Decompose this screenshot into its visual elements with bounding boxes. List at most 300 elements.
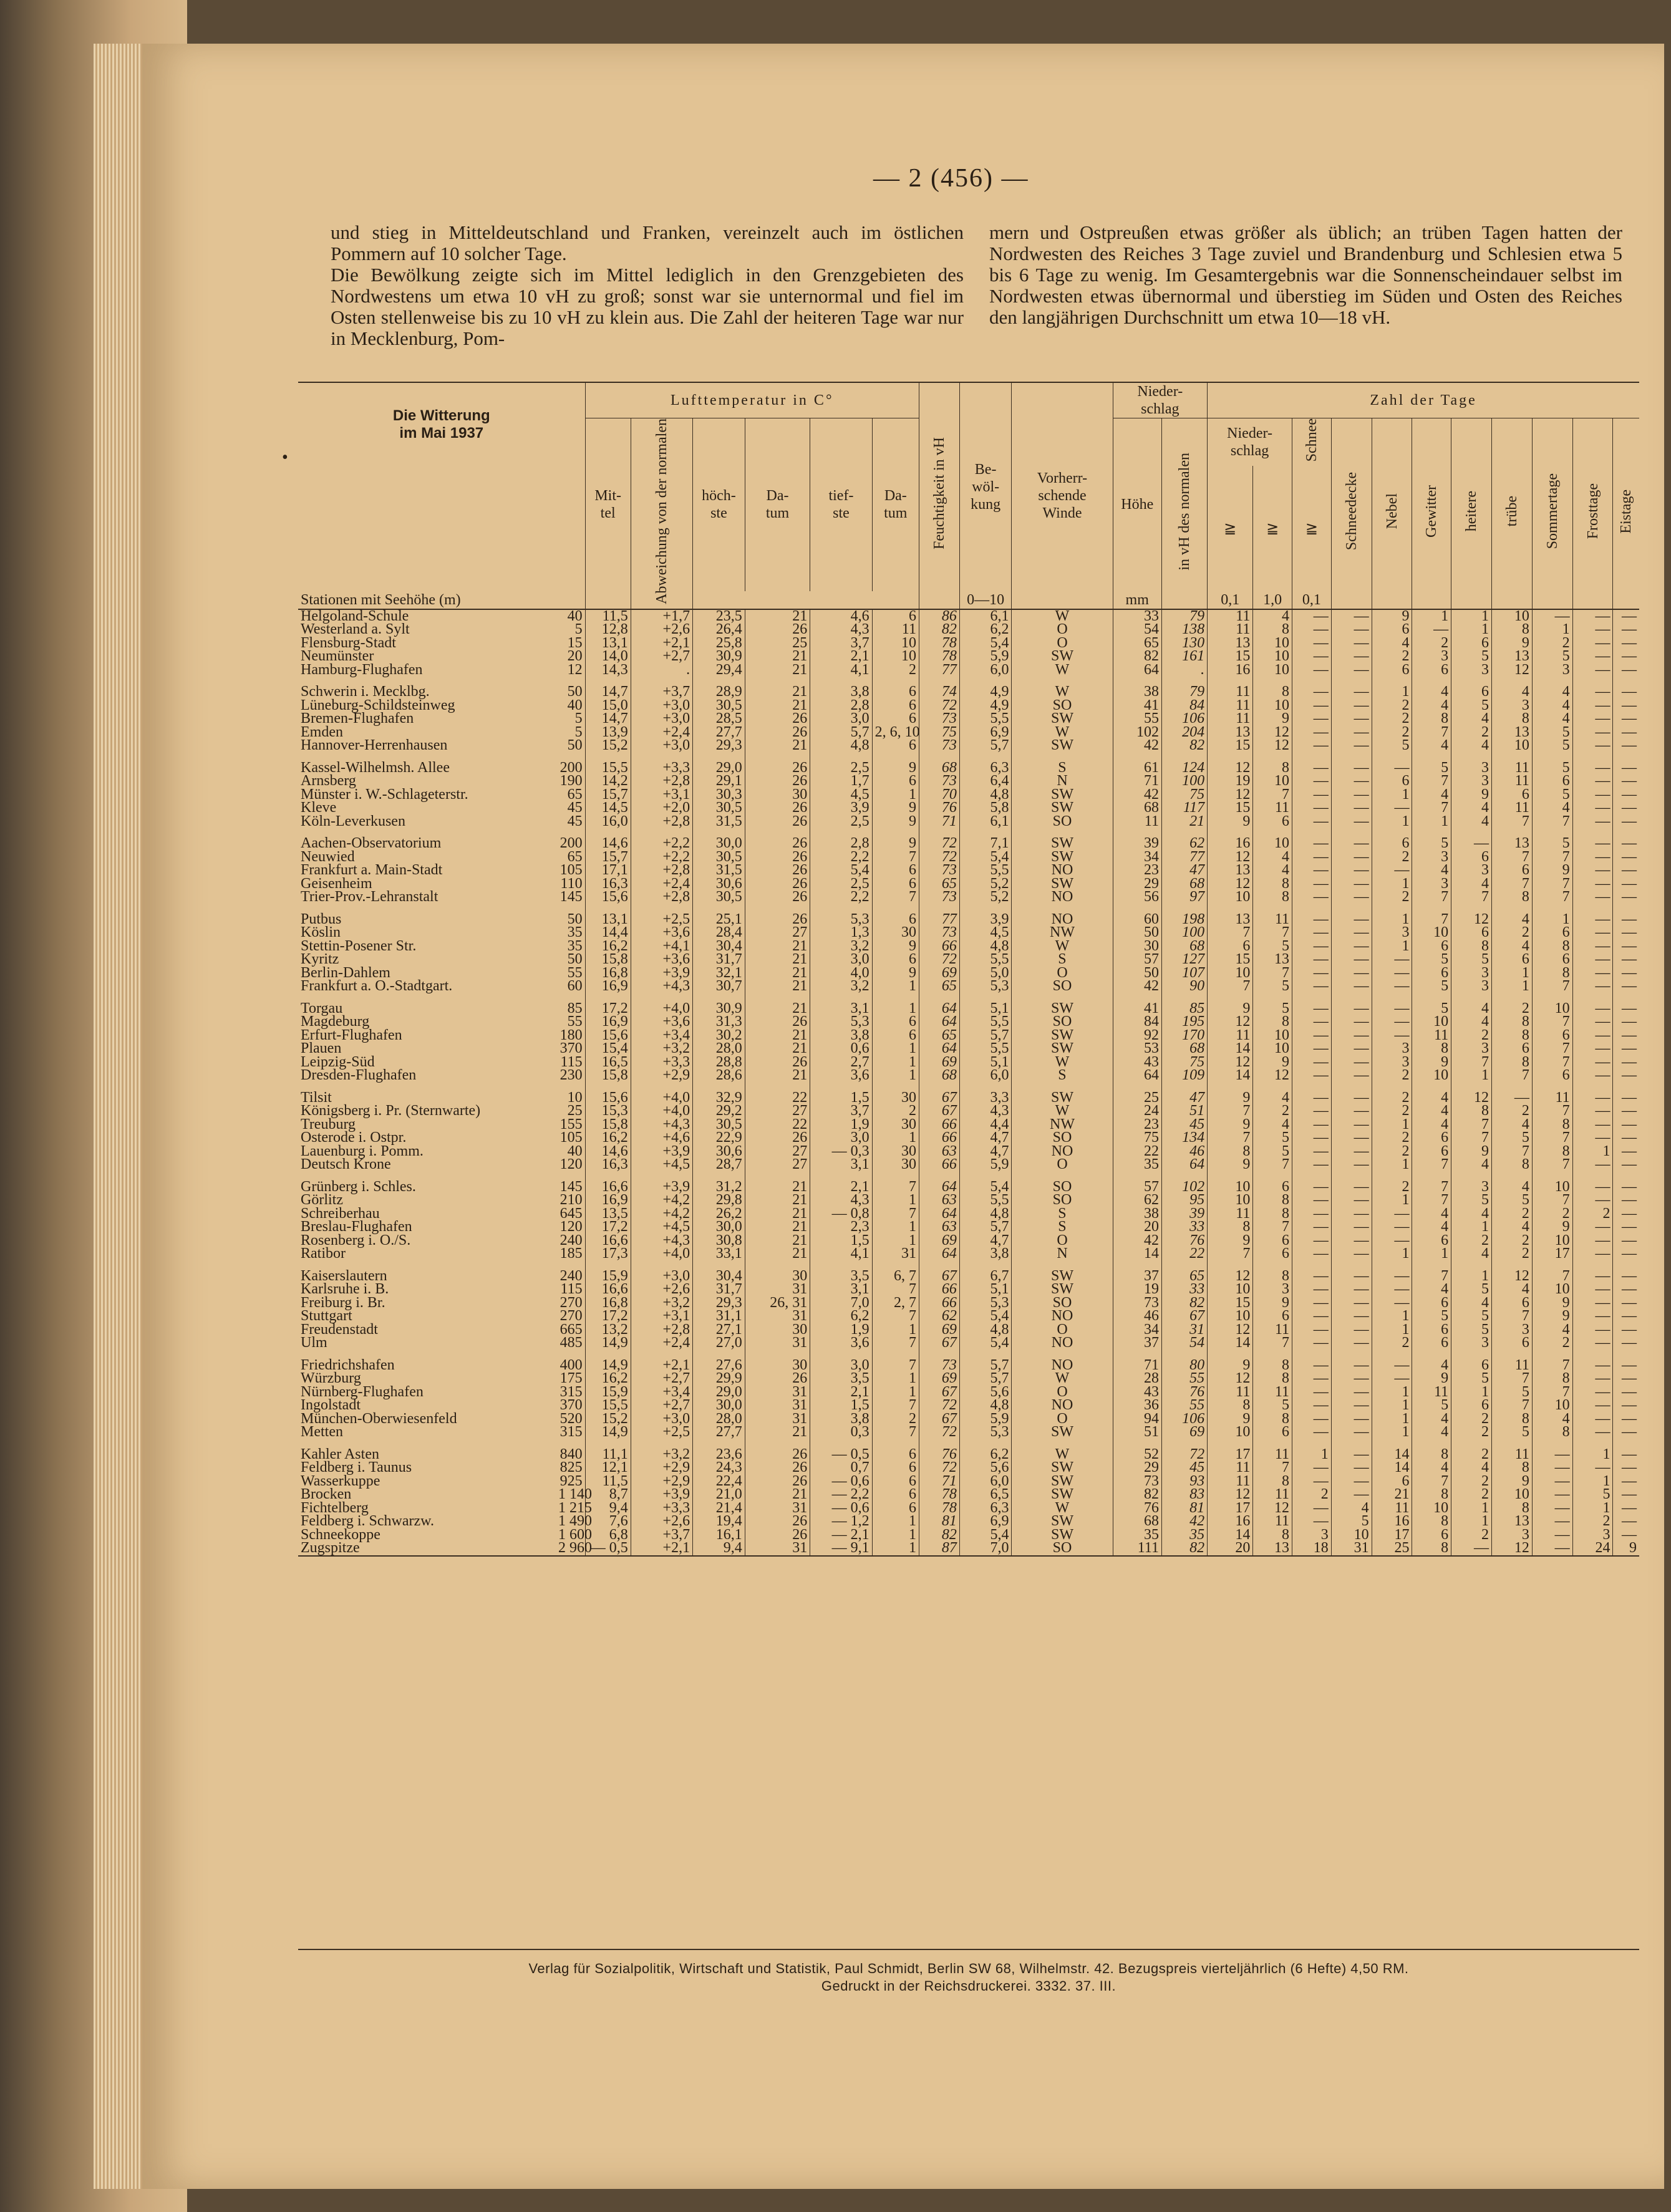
cell: 3,1 — [810, 1283, 872, 1297]
cell: 26 — [745, 864, 810, 877]
cell: 21 — [745, 1029, 810, 1043]
cell: 3 — [1292, 1529, 1332, 1542]
cell: 1 — [872, 1069, 919, 1083]
cell: 11 — [1208, 712, 1253, 726]
cell: 7 — [1208, 1247, 1253, 1261]
cell: +3,9 — [631, 967, 692, 980]
cell: 68 — [919, 1069, 959, 1083]
header-fog: Nebel — [1372, 418, 1412, 609]
cell: 16 — [1372, 1515, 1412, 1529]
cell: — — [1372, 1350, 1412, 1373]
cell: 7 — [1412, 891, 1451, 904]
cell: 7 — [872, 1310, 919, 1323]
station-altitude: 155 — [559, 1116, 583, 1133]
cell: 38 — [1113, 1207, 1161, 1221]
cell: 27 — [745, 926, 810, 940]
cell: 11 — [1253, 1386, 1292, 1399]
cell: NO — [1012, 1350, 1113, 1373]
cell: 1 — [872, 1529, 919, 1542]
cell: 2 — [1451, 1029, 1492, 1043]
cell: 2 — [1532, 1336, 1572, 1350]
cell: 10 — [1208, 1283, 1253, 1297]
cell: 5 — [1412, 1399, 1451, 1413]
cell: — — [1572, 1015, 1613, 1029]
cell: — — [1532, 1529, 1572, 1542]
cell: 12 — [1253, 1069, 1292, 1083]
cell: — — [1572, 891, 1613, 904]
header-percent-normal: in vH des normalen — [1161, 418, 1207, 609]
cell: 82 — [1161, 1542, 1207, 1556]
cell: — — [1292, 1220, 1332, 1234]
station-altitude: 40 — [567, 1142, 583, 1159]
cell: 82 — [1161, 739, 1207, 753]
cell: — — [1572, 726, 1613, 740]
page-edges — [94, 44, 150, 2189]
station-row — [298, 1261, 1639, 1283]
cell: 66 — [919, 1158, 959, 1172]
cell: 4 — [1451, 993, 1492, 1016]
cell: 2 — [1292, 1488, 1332, 1502]
cell: O — [1012, 1323, 1113, 1337]
cell: 72 — [919, 953, 959, 967]
station-name: Schneekoppe — [301, 1526, 380, 1543]
cell: +4,0 — [631, 1083, 692, 1105]
cell: SW — [1012, 1529, 1113, 1542]
cell: 34 — [1113, 851, 1161, 864]
cell: +2,9 — [631, 1475, 692, 1489]
cell: 21 — [745, 953, 810, 967]
cell: 10 — [1412, 1069, 1451, 1083]
cell: 50 — [1113, 967, 1161, 980]
cell: 16,9 — [585, 1015, 631, 1029]
spacer — [585, 591, 693, 609]
cell: 6 — [1412, 664, 1451, 677]
cell: 6 — [1253, 1234, 1292, 1248]
station-altitude: 35 — [567, 937, 583, 954]
cell: 5,9 — [959, 1413, 1012, 1426]
cell: 52 — [1113, 1439, 1161, 1462]
cell: 6 — [1532, 926, 1572, 940]
station-name: Dresden-Flughafen — [301, 1067, 417, 1084]
cell: 21 — [745, 699, 810, 713]
station-name: Feldberg i. Taunus — [301, 1459, 412, 1476]
cell: 31 — [745, 1283, 810, 1297]
cell: 6 — [872, 1488, 919, 1502]
cell: 28,0 — [693, 1413, 745, 1426]
cell: 6 — [1412, 1529, 1451, 1542]
cell: 31 — [745, 1310, 810, 1323]
threshold-10: 1,0 — [1253, 591, 1292, 609]
cell: 7 — [1532, 891, 1572, 904]
cell: — — [1572, 877, 1613, 891]
cell: 5,5 — [959, 1042, 1012, 1056]
cell: 30,5 — [693, 851, 745, 864]
cell: 35 — [1161, 1529, 1207, 1542]
cell: — 1,2 — [810, 1515, 872, 1529]
cell: — — [1331, 1439, 1372, 1462]
cell: 5,7 — [959, 1220, 1012, 1234]
cell: 11 — [1253, 1439, 1292, 1462]
cell: — — [1331, 1399, 1372, 1413]
cell: — — [1532, 1488, 1572, 1502]
cell: 1 — [1372, 1426, 1412, 1439]
cell: — — [1292, 1475, 1332, 1489]
station-row — [298, 1029, 1639, 1043]
cell: 3,6 — [810, 1069, 872, 1083]
cell: 27 — [745, 1158, 810, 1172]
cell: 26 — [745, 753, 810, 775]
station-altitude: 20 — [567, 648, 583, 665]
cell: 2 — [1372, 726, 1412, 740]
cell: S — [1012, 1207, 1113, 1221]
station-row — [298, 726, 1639, 740]
cell: 26, 31 — [745, 1297, 810, 1310]
cell: — — [1372, 1261, 1412, 1283]
cell: 8 — [1412, 712, 1451, 726]
cell: — — [1331, 993, 1372, 1016]
cell: 2 — [1492, 993, 1533, 1016]
cell: 14,9 — [585, 1426, 631, 1439]
station-altitude: 45 — [567, 799, 583, 816]
cell: 9 — [1412, 1056, 1451, 1070]
cell: — — [1331, 1194, 1372, 1207]
cell: — — [1292, 1461, 1332, 1475]
cell: 1 — [872, 788, 919, 802]
cell: 7 — [1451, 1056, 1492, 1070]
cell: 100 — [1161, 926, 1207, 940]
cell: — — [1372, 1297, 1412, 1310]
cell: — — [1572, 1083, 1613, 1105]
cell: 5 — [1492, 1426, 1533, 1439]
cell: SW — [1012, 1475, 1113, 1489]
table-title: Die Witterung im Mai 1937 — [392, 407, 490, 442]
cell: — — [1292, 1336, 1332, 1350]
cell: 65 — [1113, 637, 1161, 650]
cell: — — [1331, 1297, 1372, 1310]
cell: — — [1292, 739, 1332, 753]
cell: 71 — [1113, 775, 1161, 788]
cell: 13 — [1208, 726, 1253, 740]
cell: 11 — [1253, 904, 1292, 927]
station-row — [298, 712, 1639, 726]
station-name: Frankfurt a. Main-Stadt — [301, 862, 443, 879]
cell: 4,7 — [959, 1145, 1012, 1159]
cell: 4 — [1412, 1083, 1451, 1105]
cell: 46 — [1161, 1145, 1207, 1159]
cell: — — [1331, 699, 1372, 713]
cell: 28,9 — [693, 677, 745, 699]
cell: 5,7 — [959, 1372, 1012, 1386]
cell: 8 — [1492, 891, 1533, 904]
cell: 33,1 — [693, 1247, 745, 1261]
cell: 21,4 — [693, 1502, 745, 1515]
cell: 5 — [1572, 1488, 1613, 1502]
cell: 6 — [1412, 967, 1451, 980]
cell: — 0,8 — [810, 1207, 872, 1221]
cell: 53 — [1113, 1042, 1161, 1056]
station-row — [298, 1515, 1639, 1529]
cell: 17,2 — [585, 1310, 631, 1323]
station-row — [298, 877, 1639, 891]
cell: 14,9 — [585, 1350, 631, 1373]
table-body — [298, 609, 1639, 1556]
cell: 93 — [1161, 1475, 1207, 1489]
station-altitude: 5 — [574, 621, 583, 638]
cell: 6 — [1532, 1029, 1572, 1043]
station-altitude: 5 — [574, 710, 583, 727]
cell: 1 — [1451, 1069, 1492, 1083]
cell: — — [1613, 1207, 1639, 1221]
cell: — — [1613, 637, 1639, 650]
cell: — — [1331, 1207, 1372, 1221]
header-frost: Frosttage — [1572, 418, 1613, 609]
cell: +2,8 — [631, 815, 692, 829]
cell: — — [1613, 712, 1639, 726]
cell: 14,0 — [585, 650, 631, 664]
cell: 21 — [745, 609, 810, 624]
cell: 29 — [1113, 877, 1161, 891]
cell: 3 — [1372, 1042, 1412, 1056]
cell: 30,6 — [693, 1145, 745, 1159]
cell: 26 — [745, 1372, 810, 1386]
cell: 6 — [872, 712, 919, 726]
cell: — — [1372, 1220, 1412, 1234]
cell: +2,8 — [631, 1323, 692, 1337]
station-altitude: 85 — [567, 1000, 583, 1017]
cell: 2 — [1492, 926, 1533, 940]
cell: 7 — [872, 1350, 919, 1373]
cell: 2 — [1451, 726, 1492, 740]
cell: 7,1 — [959, 828, 1012, 851]
cell: 27,7 — [693, 726, 745, 740]
cell: +2,0 — [631, 801, 692, 815]
cell: 8 — [1208, 1399, 1253, 1413]
cell: 21 — [745, 1488, 810, 1502]
cell: 15,6 — [585, 891, 631, 904]
cell: — — [1292, 940, 1332, 954]
cell: 5 — [1412, 953, 1451, 967]
cell: 15 — [1208, 801, 1253, 815]
cell: 9 — [872, 753, 919, 775]
cell: 28,6 — [693, 1069, 745, 1083]
cell: 14 — [1208, 1336, 1253, 1350]
station-name: Görlitz — [301, 1192, 343, 1209]
cell: — — [1613, 1461, 1639, 1475]
cell: 7 — [1451, 1131, 1492, 1145]
cell: — — [1613, 1475, 1639, 1489]
cell: — — [1331, 1350, 1372, 1373]
cell: 6 — [1412, 1131, 1451, 1145]
cell: — — [1412, 623, 1451, 637]
cell: 10 — [1253, 650, 1292, 664]
cell: 34 — [1113, 1323, 1161, 1337]
cell: 15,2 — [585, 739, 631, 753]
cell: 6 — [872, 864, 919, 877]
cell: 7 — [1412, 1261, 1451, 1283]
cell: +3,6 — [631, 953, 692, 967]
cell: — — [1613, 967, 1639, 980]
cell: 4 — [1532, 712, 1572, 726]
cell: — — [1331, 953, 1372, 967]
station-altitude: 315 — [559, 1424, 583, 1441]
cell: 12 — [1253, 739, 1292, 753]
cell: 5 — [1492, 1386, 1533, 1399]
cell: O — [1012, 1158, 1113, 1172]
cell: 25,8 — [693, 637, 745, 650]
cell: 37 — [1113, 1261, 1161, 1283]
cell: 2 — [1372, 1131, 1412, 1145]
cell: W — [1012, 1056, 1113, 1070]
cell: +2,7 — [631, 1399, 692, 1413]
cell: 66 — [919, 1131, 959, 1145]
cell: 4 — [1532, 677, 1572, 699]
cell: 16,8 — [585, 1297, 631, 1310]
cell: 67 — [1161, 1310, 1207, 1323]
cell: 10 — [1208, 1194, 1253, 1207]
cell: 21 — [745, 650, 810, 664]
cell: 4 — [1492, 1283, 1533, 1297]
cell: 6,7 — [959, 1261, 1012, 1283]
cell: NW — [1012, 926, 1113, 940]
cell: 15,6 — [585, 1083, 631, 1105]
cell: — 9,1 — [810, 1542, 872, 1556]
station-name: Flensburg-Stadt — [301, 634, 396, 651]
cell: 15,3 — [585, 1104, 631, 1118]
cell: 11 — [1208, 699, 1253, 713]
cell: — — [1372, 953, 1412, 967]
cell: 22 — [745, 1118, 810, 1132]
station-name: Zugspitze — [298, 1542, 556, 1556]
cell: — — [1613, 1323, 1639, 1337]
cell: 21 — [745, 967, 810, 980]
cell: 6,3 — [959, 753, 1012, 775]
cell: 6 — [1532, 953, 1572, 967]
cell: 2,7 — [810, 1056, 872, 1070]
cell: 13 — [1492, 1515, 1533, 1529]
cell: 16,0 — [585, 815, 631, 829]
cell: 9 — [872, 940, 919, 954]
cell: 41 — [1113, 699, 1161, 713]
cell: 3 — [1451, 1336, 1492, 1350]
cell: +3,3 — [631, 753, 692, 775]
cell: 7 — [872, 1399, 919, 1413]
cell: 5 — [1451, 953, 1492, 967]
cell: 22 — [1113, 1145, 1161, 1159]
station-row — [298, 953, 1639, 967]
cell: 3 — [1532, 664, 1572, 677]
cell: — — [1572, 1261, 1613, 1283]
cell: 2 — [1572, 1207, 1613, 1221]
cell: — — [1572, 699, 1613, 713]
cell: 47 — [1161, 1083, 1207, 1105]
station-name: Breslau-Flughafen — [301, 1219, 412, 1235]
station-name: Hannover-Herrenhausen — [301, 737, 448, 754]
cell: 134 — [1161, 1131, 1207, 1145]
station-altitude: 40 — [567, 697, 583, 713]
cell: 11 — [1208, 1386, 1253, 1399]
cell: 6 — [1451, 1399, 1492, 1413]
cell: 67 — [919, 1413, 959, 1426]
cell: — — [1292, 980, 1332, 993]
cell: 23 — [1113, 1118, 1161, 1132]
cell: 71 — [919, 1475, 959, 1489]
station-name: Trier-Prov.-Lehranstalt — [301, 889, 438, 906]
cell: — — [1372, 1015, 1412, 1029]
cell: 16,2 — [585, 1131, 631, 1145]
cell: 26 — [745, 1056, 810, 1070]
cell: 20 — [1208, 1542, 1253, 1556]
cell: 1 — [1451, 623, 1492, 637]
cell: +2,7 — [631, 650, 692, 664]
cell: 2, 6, 10 — [872, 726, 919, 740]
cell: S — [1012, 1069, 1113, 1083]
cell: NO — [1012, 891, 1113, 904]
cell: +4,1 — [631, 940, 692, 954]
cell: 74 — [919, 677, 959, 699]
cell: — — [1613, 926, 1639, 940]
cell: — — [1572, 650, 1613, 664]
cell: — — [1532, 1542, 1572, 1556]
cell: — — [1331, 851, 1372, 864]
cell: 2 — [1451, 1488, 1492, 1502]
cell: 16,9 — [585, 1194, 631, 1207]
cell: 64 — [919, 993, 959, 1016]
cell: — — [1292, 699, 1332, 713]
bullet-mark: • — [282, 448, 288, 467]
cell: 3 — [1492, 1529, 1533, 1542]
cell: 9,4 — [693, 1542, 745, 1556]
cell: 204 — [1161, 726, 1207, 740]
cell: 6 — [1532, 1069, 1572, 1083]
cell: 31,7 — [693, 953, 745, 967]
cell: 7,6 — [585, 1515, 631, 1529]
cell: 4 — [1451, 1158, 1492, 1172]
cell: 5,1 — [959, 1056, 1012, 1070]
cell: 56 — [1113, 891, 1161, 904]
cell: 7 — [1532, 1194, 1572, 1207]
cell: 111 — [1113, 1542, 1161, 1556]
cell: 7 — [1412, 726, 1451, 740]
cell: 1 — [872, 1372, 919, 1386]
cell: — — [1331, 926, 1372, 940]
cell: 70 — [919, 788, 959, 802]
cell: 30 — [872, 1083, 919, 1105]
cell: — — [1292, 775, 1332, 788]
cell: 9 — [1532, 864, 1572, 877]
cell: 17,1 — [585, 864, 631, 877]
cell: 2,5 — [810, 815, 872, 829]
station-row — [298, 926, 1639, 940]
weather-table — [298, 382, 1639, 1557]
cell: +4,0 — [631, 1247, 692, 1261]
header-winds: Vorherr- schende Winde — [1012, 382, 1113, 609]
cell: — — [1572, 775, 1613, 788]
cell: +4,0 — [631, 1104, 692, 1118]
cell: 76 — [919, 1439, 959, 1462]
cell: 2 — [1372, 1172, 1412, 1194]
station-name: Kassel-Wilhelmsh. Allee — [301, 759, 450, 776]
cell: — — [1292, 1247, 1332, 1261]
cell: 9 — [1451, 788, 1492, 802]
station-name: Stettin-Posener Str. — [301, 937, 417, 954]
station-name: Plauen — [301, 1040, 342, 1057]
station-row — [298, 1310, 1639, 1323]
station-name: Wasserkuppe — [301, 1472, 380, 1489]
cell: 7 — [1208, 1104, 1253, 1118]
cell: . — [631, 664, 692, 677]
cell: 1 — [1572, 1439, 1613, 1462]
station-altitude: 115 — [560, 1053, 583, 1070]
